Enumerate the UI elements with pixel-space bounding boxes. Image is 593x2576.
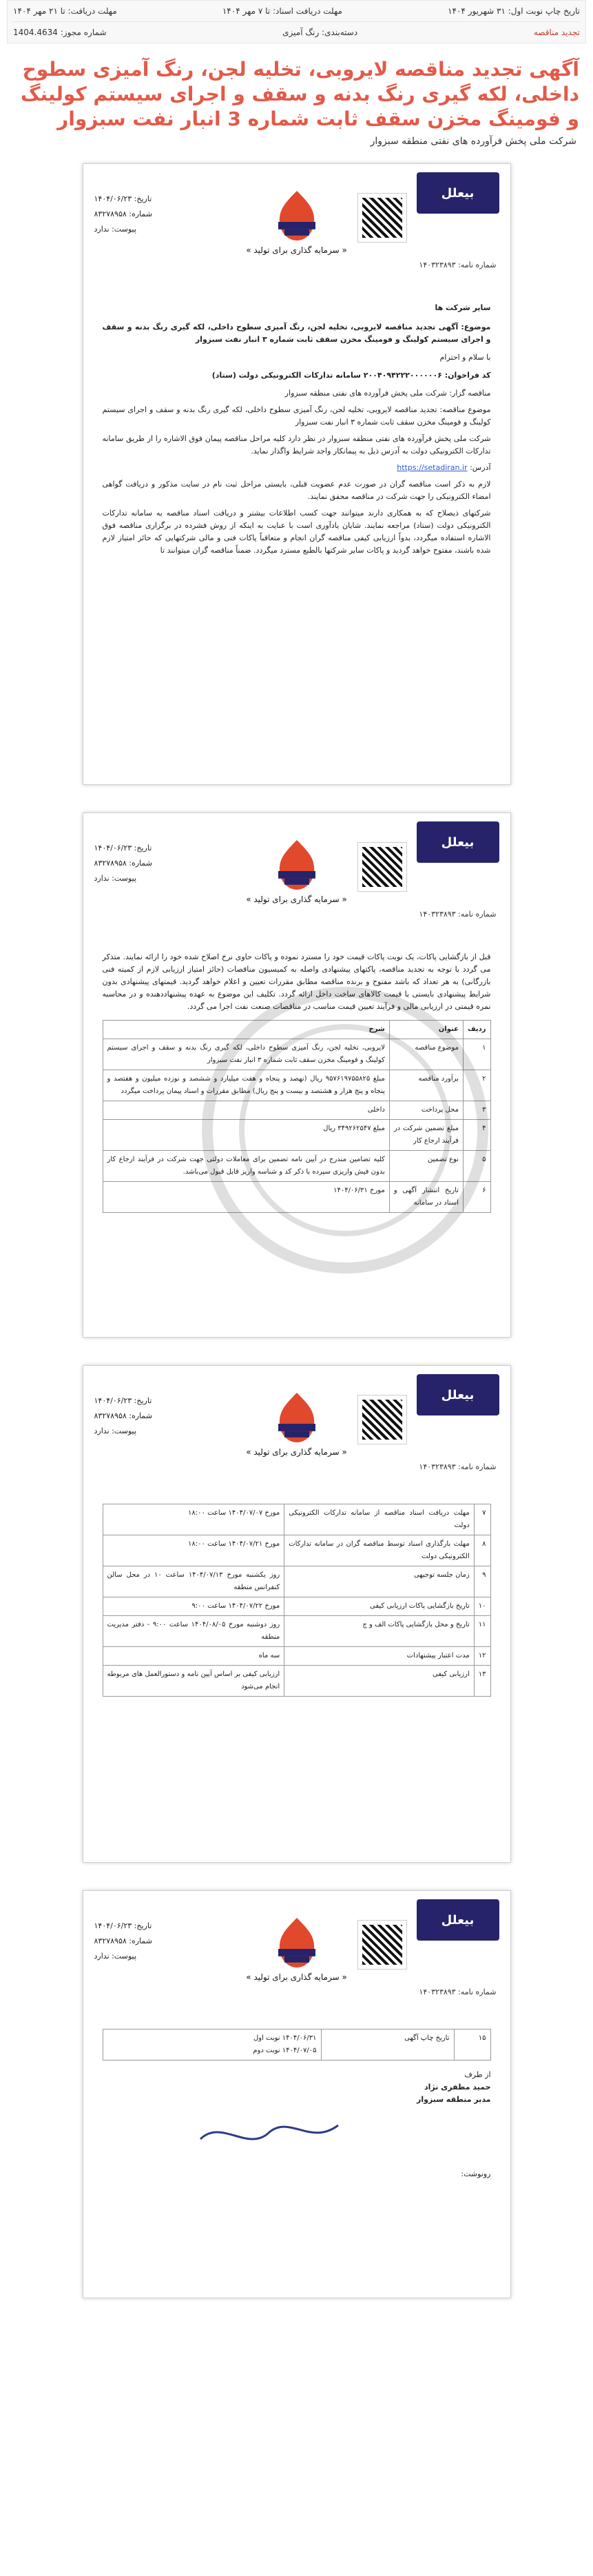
- category-link[interactable]: تجدید مناقصه: [533, 28, 580, 37]
- page-title: آگهی تجدید مناقصه لایروبی، تخلیه لجن، رنگ آمیزی سطوح داخلی، لکه گیری رنگ بدنه و سقف و اجرای سیستم کولینگ و فومینگ مخزن سقف ثابت شماره 3 انبار نفت سبزوار: [20, 58, 579, 130]
- subject-label: موضوع:: [461, 323, 491, 331]
- row-index: ۱۱: [474, 1616, 490, 1647]
- doc-deadline: مهلت دریافت اسناد: تا ۷ مهر ۱۴۰۴: [222, 6, 342, 16]
- paragraph: مناقصه گزار: شرکت ملی پخش فرآورده های نفتی منطقه سبزوار: [284, 389, 491, 398]
- row-desc: ارزیابی کیفی بر اساس آیین نامه و دستورالعمل های مربوطه انجام می‌شود: [103, 1666, 284, 1697]
- row-title: نوع تضمین: [389, 1151, 463, 1182]
- banner: بیعلل: [417, 1899, 499, 1941]
- sign-name: حمید مظفری نژاد: [424, 2083, 491, 2092]
- date-block: [94, 192, 152, 237]
- paragraph: لازم به ذکر است مناقصه گران در صورت عدم عضویت قبلی، بایستی مراحل ثبت نام در سایت مذکور و دریافت گواهی امضاء الکترونیکی را جهت شرکت در مناقصه محقق نمایند.: [102, 480, 491, 501]
- row-index: ۴: [463, 1120, 490, 1151]
- table-row: [103, 1070, 490, 1101]
- row-title: تاریخ بازگشایی پاکات ارزیابی کیفی: [284, 1597, 475, 1616]
- logo-caption: « سرمایه گذاری برای تولید »: [246, 1447, 347, 1457]
- logo-icon: [266, 185, 328, 247]
- schedule-table: [103, 1504, 491, 1697]
- row-desc: ۱۴۰۴/۰۶/۳۱ نوبت اول ۱۴۰۴/۰۷/۰۵ نوبت دوم: [103, 2030, 321, 2061]
- letter-number: شماره: ۸۳۲۷۸۹۵۸: [94, 1936, 152, 1945]
- row-desc: روز یکشنبه مورخ ۱۴۰۴/۰۷/۱۳ ساعت ۱۰ در محل سالن کنفرانس منطقه: [103, 1566, 284, 1597]
- subject-text: آگهی تجدید مناقصه لایروبی، تخلیه لجن، رنگ آمیزی سطوح داخلی، لکه گیری رنگ بدنه و سقف و اجرای سیستم کولینگ و فومینگ مخزن سقف ثابت شماره ۳ انبار نفت سبزوار: [102, 323, 491, 344]
- signature-block: [103, 2069, 491, 2106]
- row-desc: مبلغ ۹۵۷۶۱۹۷۵۵۸۲۵ ریال (نهصد و پنجاه و هفت میلیارد و ششصد و نوزده میلیون و هفتصد و پنجاه و پنج هزار و هشتصد و بیست و پنج ریال) مطابق مقررات و اسناد پیمان پرداخت میگردد: [103, 1070, 389, 1101]
- details-table: [103, 1020, 491, 1213]
- table-row: [103, 1182, 490, 1213]
- row-desc: کلیه تضامین مندرج در آیین نامه تضمین برای معاملات دولتی جهت شرکت در فرآیند ارجاع کار بدون فیش واریزی سپرده با ذکر کد و شناسه واریز قابل قبول می‌باشد.: [103, 1151, 389, 1182]
- row-index: ۶: [463, 1182, 490, 1213]
- table-header: شرح: [103, 1021, 389, 1039]
- row-index: ۱۰: [474, 1597, 490, 1616]
- row-title: محل پرداخت: [389, 1101, 463, 1120]
- letter-date: تاریخ: ۱۴۰۴/۰۶/۲۳: [94, 844, 152, 852]
- table-header: عنوان: [389, 1021, 463, 1039]
- row-index: ۹: [474, 1566, 490, 1597]
- letter-no: شماره نامه: ۱۴۰۳۲۳۸۹۳: [419, 1462, 497, 1471]
- banner: بیعلل: [417, 172, 499, 214]
- logo-icon: [266, 1912, 328, 1974]
- table-row: [103, 1647, 490, 1666]
- row-index: ۳: [463, 1101, 490, 1120]
- letter-number: شماره: ۸۳۲۷۸۹۵۸: [94, 209, 152, 218]
- paragraph: شرکتهای ذیصلاح که به همکاری دارند میتوانند جهت کسب اطلاعات بیشتر و دریافت اسناد مناقصه به سامانه تدارکات الکترونیکی دولت (ستاد) مراجعه نمایند. شایان یادآوری است با عنایت به اینکه از روش فشرده در برگزاری مناقصه فوق الاشاره استفاده میگردد، بدواً ارزیابی کیفی مناقصه گران انجام و متعاقباً پاکات فنی و مالی شرکتهایی که حائز امتیاز لازم شده باشند، مفتوح خواهد گردید و پاکات سایر شرکتها بالطبع مسترد میگردد. ضمناً مناقصه گران میتوانند تا: [102, 509, 491, 555]
- logo-caption: « سرمایه گذاری برای تولید »: [246, 1972, 347, 1982]
- document-page-3: [83, 1365, 511, 1863]
- row-title: مهلت بارگذاری اسناد توسط مناقصه گران در سامانه تدارکات الکترونیکی دولت: [284, 1535, 475, 1566]
- banner: بیعلل: [417, 1374, 499, 1415]
- row-desc: داخلی: [103, 1101, 389, 1120]
- table-row: [103, 1101, 490, 1120]
- row-index: ۱: [463, 1039, 490, 1070]
- attachment: پیوست: ندارد: [94, 1952, 136, 1961]
- qr-code: [357, 1395, 407, 1444]
- table-row: [103, 1504, 490, 1535]
- row-index: ۷: [474, 1504, 490, 1535]
- sign-title: مدیر منطقه سبزوار: [417, 2095, 491, 2104]
- row-title: مدت اعتبار پیشنهادات: [284, 1647, 475, 1666]
- code-line: کد فراخوان: ۲۰۰۴۰۹۴۲۲۲۰۰۰۰۰۰۶ سامانه تدارکات الکترونیکی دولت (ستاد): [211, 371, 491, 380]
- logo-caption: « سرمایه گذاری برای تولید »: [246, 245, 347, 255]
- logo-caption: « سرمایه گذاری برای تولید »: [246, 895, 347, 904]
- paragraph: موضوع مناقصه: تجدید مناقصه لایروبی، تخلیه لجن، رنگ آمیزی سطوح داخلی، لکه گیری رنگ بدنه و سقف و اجرای سیستم کولینگ و فومینگ مخزن سقف ثابت شماره ۳ انبار نفت سبزوار: [102, 405, 491, 427]
- letter-number: شماره: ۸۳۲۷۸۹۵۸: [94, 859, 152, 868]
- classification-text: دسته‌بندی: رنگ آمیزی: [282, 28, 358, 37]
- logo-icon: [266, 834, 328, 896]
- row-title: برآورد مناقصه: [389, 1070, 463, 1101]
- letter-no: شماره نامه: ۱۴۰۳۲۳۸۹۳: [419, 910, 497, 919]
- row-index: ۱۳: [474, 1666, 490, 1697]
- subtitle: شرکت ملی پخش فرآورده های نفتی منطقه سبزوار: [370, 136, 576, 147]
- table-row: [103, 2030, 490, 2061]
- paragraph: شرکت ملی پخش فرآورده های نفتی منطقه سبزوار در نظر دارد کلیه مراحل مناقصه پیمان فوق الاشاره را از طریق سامانه تدارکات الکترونیکی دولت به آدرس ذیل به پیمانکار واجد شرایط واگذار نماید.: [102, 434, 491, 456]
- letter-date: تاریخ: ۱۴۰۴/۰۶/۲۳: [94, 1921, 152, 1930]
- table-row: [103, 1597, 490, 1616]
- table-row: [103, 1666, 490, 1697]
- row-title: ارزیابی کیفی: [284, 1666, 475, 1697]
- table-header: ردیف: [463, 1021, 490, 1039]
- row-desc: مبلغ ۳۴۹۲۶۲۵۴۷ ریال: [103, 1120, 389, 1151]
- recipients: سایر شرکت ها: [435, 303, 491, 312]
- table-row: [103, 1616, 490, 1647]
- table-row: [103, 1039, 490, 1070]
- row-title: زمان جلسه توجیهی: [284, 1566, 475, 1597]
- permit-number: شماره مجوز: 1404.4634: [13, 28, 107, 37]
- signature-icon: [194, 2112, 345, 2153]
- row-index: ۲: [463, 1070, 490, 1101]
- print-date: تاریخ چاپ نوبت اول: ۳۱ شهریور ۱۴۰۴: [448, 6, 580, 16]
- letter-date: تاریخ: ۱۴۰۴/۰۶/۲۳: [94, 1396, 152, 1405]
- row-index: ۱۵: [454, 2030, 490, 2061]
- letter-date: تاریخ: ۱۴۰۴/۰۶/۲۳: [94, 194, 152, 203]
- print-dates-table: [103, 2029, 491, 2061]
- attachment: پیوست: ندارد: [94, 225, 136, 234]
- row-index: ۱۲: [474, 1647, 490, 1666]
- address-link[interactable]: https://setadiran.ir: [397, 463, 468, 472]
- qr-code: [357, 842, 407, 892]
- row-index: ۸: [474, 1535, 490, 1566]
- offer-deadline: مهلت دریافت: تا ۲۱ مهر ۱۴۰۴: [13, 6, 117, 16]
- row-title: تاریخ انتشار آگهی و اسناد در سامانه: [389, 1182, 463, 1213]
- row-title: تاریخ و محل بازگشایی پاکات الف و ج: [284, 1616, 475, 1647]
- row-desc: مورخ ۱۴۰۴/۰۷/۰۷ ساعت ۱۸:۰۰: [103, 1504, 284, 1535]
- qr-code: [357, 1920, 407, 1970]
- top-meta: [7, 0, 586, 43]
- intro-paragraph: قبل از بازگشایی پاکات، یک نوبت پاکات قیمت خود را مسترد نموده و پاکات حاوی نرخ اصلاح شده خود را ارائه نمایند. متذکر می گردد با توجه به تجدید مناقصه، پاکتهای پیشنهادی واصله به کمیسیون مناقصات (حائز امتیاز ارزیابی لازم از کمیته فنی بازرگانی) به هر تعداد که باشد مفتوح و برنده مناقصه مطابق مقررات تعیین و اعلام خواهد گردید. قیمتهای پیشنهادی بدون شرایط پیشنهادی بایستی با قیمت کالاهای ساخت داخل ارائه گردد. تکلیف این موضوع به عهده پیشنهاددهنده و در محاسبه نمره قیمتی در ارزیابی مالی و فرآیند تعیین قیمت مناسب در مناقصات صنعت نفت اجرا می گردد.: [102, 952, 491, 1011]
- row-title: مبلغ تضمین شرکت در فرآیند ارجاع کار: [389, 1120, 463, 1151]
- table-row: [103, 1120, 490, 1151]
- document-page-2: [83, 812, 511, 1338]
- table-row: [103, 1566, 490, 1597]
- attachment: پیوست: ندارد: [94, 1427, 136, 1435]
- table-row: [103, 1151, 490, 1182]
- date-block: [94, 1393, 152, 1439]
- letter-number: شماره: ۸۳۲۷۸۹۵۸: [94, 1411, 152, 1420]
- date-block: [94, 841, 152, 886]
- table-row: [103, 1535, 490, 1566]
- date-block: [94, 1919, 152, 1964]
- banner: بیعلل: [417, 821, 499, 863]
- sign-prefix: از طرف: [464, 2070, 491, 2079]
- row-desc: مورخ ۱۴۰۴/۰۶/۳۱: [103, 1182, 389, 1213]
- row-desc: لایروبی، تخلیه لجن، رنگ آمیزی سطوح داخلی، لکه گیری رنگ بدنه و سقف و اجرای سیستم کولینگ و فومینگ مخزن سقف ثابت شماره ۳ انبار نفت سبزوار: [103, 1039, 389, 1070]
- letter-no: شماره نامه: ۱۴۰۳۲۳۸۹۳: [419, 1987, 497, 1996]
- row-desc: سه ماه: [103, 1647, 284, 1666]
- row-desc: مورخ ۱۴۰۴/۰۷/۲۱ ساعت ۱۸:۰۰: [103, 1535, 284, 1566]
- row-desc: مورخ ۱۴۰۴/۰۷/۲۲ ساعت ۹:۰۰: [103, 1597, 284, 1616]
- greeting: با سلام و احترام: [439, 353, 491, 362]
- rownevesht: رونوشت:: [461, 2169, 491, 2178]
- row-title: موضوع مناقصه: [389, 1039, 463, 1070]
- document-page-4: [83, 1890, 511, 2298]
- attachment: پیوست: ندارد: [94, 874, 136, 883]
- logo-icon: [266, 1387, 328, 1449]
- address-label: آدرس:: [470, 463, 491, 472]
- row-title: مهلت دریافت اسناد مناقصه از سامانه تدارکات الکترونیکی دولت: [284, 1504, 475, 1535]
- row-title: تاریخ چاپ آگهی: [321, 2030, 454, 2061]
- letter-no: شماره نامه: ۱۴۰۳۲۳۸۹۳: [419, 260, 497, 269]
- row-desc: روز دوشنبه مورخ ۱۴۰۴/۰۸/۰۵ ساعت ۹:۰۰ - دفتر مدیریت منطقه: [103, 1616, 284, 1647]
- qr-code: [357, 193, 407, 243]
- document-page-1: [83, 163, 511, 785]
- row-index: ۵: [463, 1151, 490, 1182]
